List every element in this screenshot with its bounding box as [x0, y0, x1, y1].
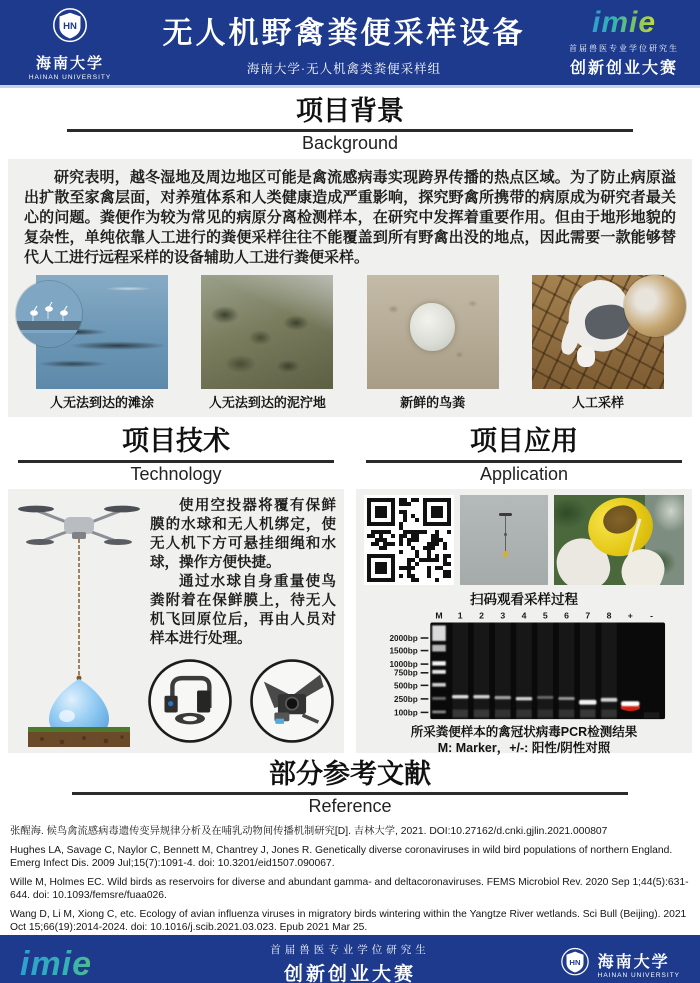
gel-marker-label: 1500bp — [389, 646, 418, 656]
positive-band — [621, 701, 639, 706]
gel-marker-ticks — [421, 638, 429, 712]
background-photo-row — [24, 275, 676, 411]
gel-caption-1: 所采粪便样本的禽冠状病毒PCR检测结果 — [410, 724, 638, 739]
application-photo-row — [364, 495, 684, 585]
gel-lane-label: 7 — [585, 610, 591, 621]
svg-text:HN: HN — [569, 957, 581, 967]
birds-zoom-inset — [16, 281, 82, 347]
gel-marker-label: 1000bp — [389, 659, 418, 669]
footer-university-names — [598, 949, 680, 979]
sampling-zoom-inset — [624, 275, 686, 337]
section-divider — [72, 792, 628, 795]
qr-code-icon — [367, 498, 451, 582]
qr-code — [364, 495, 454, 585]
application-subtitle: Application — [479, 463, 569, 484]
gel-marker-label: 2000bp — [389, 633, 418, 643]
mini-balloon — [503, 551, 508, 557]
photo-caption: 新鲜的鸟粪 — [400, 395, 466, 411]
gel-lane-label: 1 — [457, 610, 463, 621]
gel-lane-label: 3 — [500, 610, 506, 621]
reference-item: Wille M, Holmes EC. Wild birds as reservoirs for diverse and abundant gamma- and deltacoronaviruses. FEMS Microbiol Rev. 2020 Sep 1;44(5):631-644. doi: 10.1093/femsre/fuaa026. — [10, 876, 689, 902]
mini-drone-silhouette — [499, 513, 512, 516]
header-bar — [0, 0, 700, 88]
line-dot — [504, 533, 507, 536]
gel-marker-label: 100bp — [394, 708, 418, 718]
section-technology — [8, 425, 344, 752]
footer-line1: 首届兽医专业学位研究生 — [270, 943, 430, 956]
muddy-ground-photo — [201, 275, 333, 389]
footer-center — [170, 942, 530, 983]
section-divider — [67, 129, 633, 132]
application-title: 项目应用 — [470, 426, 578, 457]
photo-caption: 人工采样 — [571, 395, 624, 411]
gel-lane-label: + — [627, 610, 633, 621]
photo-caption: 人无法到达的滩涂 — [49, 395, 154, 411]
gel-lane-label: M — [435, 610, 443, 621]
footer-imie-logo-block — [20, 944, 170, 983]
section-divider — [18, 460, 334, 463]
poster-subtitle: 海南大学·无人机禽类粪便采样组 — [246, 62, 442, 76]
drone-balloon-illustration — [14, 495, 144, 747]
background-box — [8, 159, 692, 417]
background-subtitle: Background — [301, 133, 399, 154]
application-box — [356, 489, 692, 753]
gel-caption-2: M: Marker，+/-: 阳性/阴性对照 — [437, 740, 611, 755]
gel-marker-label: 500bp — [394, 681, 418, 691]
competition-line1: 首届兽医专业学位研究生 — [569, 43, 679, 53]
references-title: 部分参考文献 — [269, 758, 431, 789]
reference-item: 张醒海. 候鸟禽流感病毒遗传变异规律分析及在哺乳动物间传播机制研究[D]. 吉林大学, 2021. DOI:10.27162/d.cnki.gjlin.2021.000807 — [10, 826, 608, 838]
egrets-illustration — [16, 281, 82, 347]
technology-title: 项目技术 — [122, 426, 230, 457]
gel-marker-label: 250bp — [394, 694, 418, 704]
imie-logo: imie — [591, 5, 657, 39]
technology-subtitle: Technology — [130, 463, 222, 484]
hainan-university-logo — [14, 5, 126, 81]
technology-box — [8, 489, 344, 753]
gel-lane-label: 6 — [564, 610, 569, 621]
section-application — [356, 425, 692, 755]
bird-dropping-photo — [367, 275, 499, 389]
university-name-en: HAINAN UNIVERSITY — [28, 73, 112, 81]
two-column-section — [8, 425, 692, 755]
sample-swab-photo — [554, 495, 684, 585]
application-heading — [356, 425, 692, 484]
dropping-blob — [410, 303, 455, 351]
references-subtitle: Reference — [308, 796, 392, 817]
drone-mount-closeup-image — [248, 657, 336, 745]
background-paragraph: 研究表明，越冬湿地及周边地区可能是禽流感病毒实现跨界传播的热点区域。为了防止病原溢出扩散至家禽层面，对养殖体系和人类健康造成严重影响，探究野禽所携带的病原成为研究者最关心的问题。粪便作为较为常见的病原分离检测样本，在研究中发挥着重要作用。但由于地形地貌的复杂性，单纯依靠人工进行的粪便采样往往不能覆盖到所有野禽出没的地点，因此需要一款能够替代人工进行远程采样的设备辅助人工进行粪便采样。 — [24, 169, 676, 267]
gel-lane-label: - — [650, 610, 653, 621]
technology-paragraph-2: 通过水球自身重量使鸟粪附着在保鲜膜上，待无人机飞回原位后，再由人员对样本进行处理。 — [150, 573, 336, 647]
drone-flying-photo — [460, 495, 548, 585]
sampler-boot — [577, 346, 595, 367]
gel-marker-label: 750bp — [394, 668, 418, 678]
footer-bar — [0, 935, 700, 983]
section-divider — [366, 460, 682, 463]
section-references-heading — [0, 758, 700, 817]
gel-lane-label: 5 — [542, 610, 548, 621]
gel-lane-label: 4 — [521, 610, 527, 621]
hn-emblem-icon — [49, 5, 91, 51]
technology-paragraph-1: 使用空投器将覆有保鲜膜的水球和无人机绑定，使无人机下方可悬挂细绳和水球，操作方便快捷。 — [150, 497, 336, 571]
footer-hainan-logo — [530, 945, 680, 983]
gel-image-wrap — [364, 610, 684, 724]
poster-title: 无人机野禽粪便采样设备 — [162, 17, 526, 50]
photo-caption: 人无法到达的泥泞地 — [208, 395, 326, 411]
competition-logo-block — [562, 5, 686, 78]
technology-text — [150, 497, 336, 649]
competition-line2: 创新创业大赛 — [569, 59, 678, 77]
university-name-en: HAINAN UNIVERSITY — [597, 971, 680, 979]
svg-text:HN: HN — [63, 20, 77, 32]
pcr-gel-image — [374, 610, 674, 724]
airdrop-device-image — [146, 657, 234, 745]
background-title: 项目背景 — [296, 96, 404, 126]
photo-figure — [367, 275, 499, 411]
technology-heading — [8, 425, 344, 484]
title-block — [126, 8, 562, 77]
photo-figure — [201, 275, 333, 411]
imie-logo: imie — [20, 947, 170, 981]
reference-item: Wang D, Li M, Xiong C, etc. Ecology of avian influenza viruses in migratory birds wintering within the Yangtze River wetlands. Sci Bull (Beijing). 2021 Oct 15;66(19):2014-2024. doi: 10.1016/j.scib.2021.03.023. Epub 2021 Mar 25. — [10, 908, 687, 934]
footer-line2: 创新创业大赛 — [283, 963, 416, 983]
hn-emblem-icon — [558, 945, 592, 983]
qr-caption: 扫码观看采样过程 — [470, 591, 578, 607]
gel-lane-label: 2 — [479, 610, 484, 621]
reference-list — [0, 817, 700, 935]
university-name: 海南大学 — [597, 953, 670, 971]
section-background-heading — [0, 95, 700, 154]
gel-lane-label: 8 — [606, 610, 612, 621]
negative-lane-smear — [644, 712, 659, 718]
reference-item: Hughes LA, Savage C, Naylor C, Bennett M, Chantrey J, Jones R. Genetically diverse coronaviruses in wild bird populations of northern England. Emerg Infect Dis. 2009 Jul;15(7):1091-4. doi: 10.3201/eid1507.090067. — [10, 844, 673, 870]
university-name: 海南大学 — [35, 54, 104, 72]
